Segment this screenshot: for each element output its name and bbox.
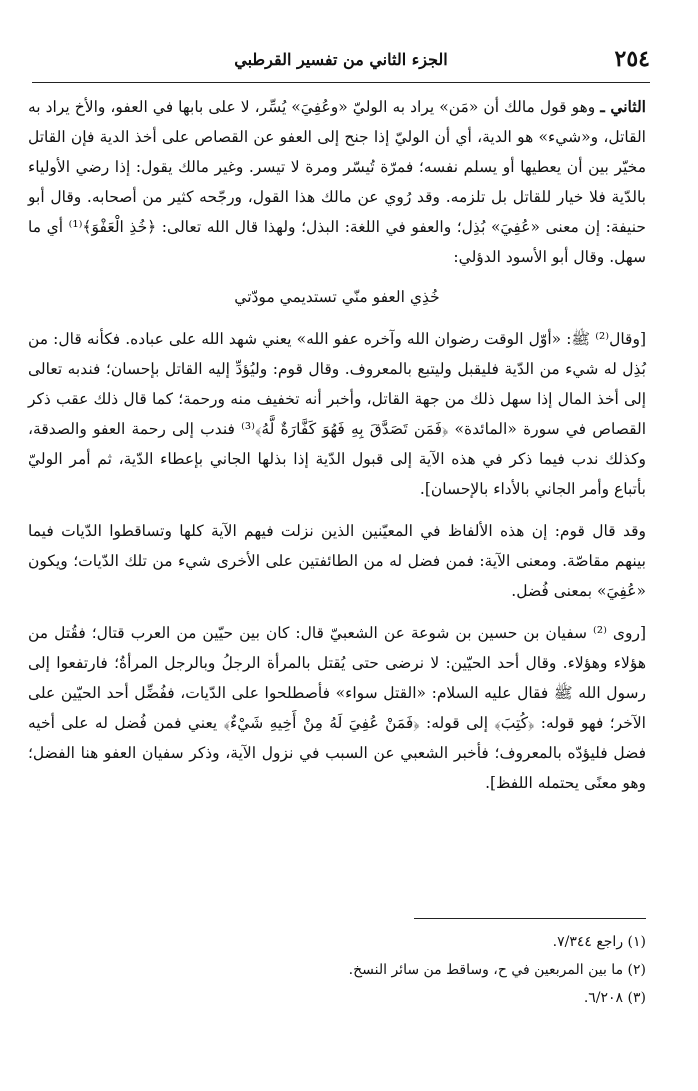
- page-number: ٢٥٤: [614, 46, 650, 72]
- running-title: الجزء الثاني من تفسير القرطبي: [234, 50, 448, 69]
- poetry-verse: خُذِي العفو منّي تستديمي مودّتي: [234, 288, 440, 306]
- footnotes: [28, 928, 646, 1012]
- page-header: [32, 42, 650, 83]
- paragraph-1-text: وهو قول مالك أن «مَن» يراد به الوليّ «وعُفِيَ» يُسِّر، لا على بابها في العفو، والأخ يراد به القاتل، و«شيء» هو الدية، أي أن الوليّ إذا جنح إلى العفو عن القصاص على أخذ الدية فإن القاتل مخيّر بين أن يعطيها أو يسلم نفسه؛ فمرّة تُيسّر ومرة لا تيسر. وغير مالك يقول: إذا رضي الأولياء بالدّية فلا خيار للقاتل بل تلزمه. وقد رُوي عن مالك هذا القول، ورجّحه كثير من أصحابه. وقال أبو حنيفة: إن معنى «عُفِيَ» بُذِل؛ والعفو في اللغة: البذل؛ ولهذا قال الله تعالى: ﴿خُذِ الْعَفْوَ﴾⁽¹⁾ أي ما سهل. وقال أبو الأسود الدؤلي:: [28, 98, 646, 266]
- footnote-divider: [414, 918, 646, 919]
- paragraph-3: وقد قال قوم: إن هذه الألفاظ في المعيّنين الذين نزلت فيهم الآية كلها وتساقطوا الدّيات فيما بينهم مقاصّة. ومعنى الآية: فمن فضل له من الطائفتين على الأخرى شيء من تلك الدّيات؛ ويكون «عُفِيَ» بمعنى فُضل.: [28, 522, 646, 600]
- footnote-3: (٣) ٦/٢٠٨.: [583, 990, 646, 1006]
- footnote-1: (١) راجع ٧/٣٤٤.: [552, 934, 646, 950]
- page-body: [28, 92, 646, 798]
- paragraph-1: [28, 92, 646, 272]
- paragraph-1-lead: الثاني ـ: [600, 97, 646, 116]
- footnote-2: (٢) ما بين المربعين في ح، وساقط من سائر النسخ.: [348, 962, 646, 978]
- paragraph-4: [روى ⁽²⁾ سفيان بن حسين بن شوعة عن الشعبيّ قال: كان بين حيّين من العرب قتال؛ فقُتل من هؤلاء وهؤلاء. وقال أحد الحيّين: لا نرضى حتى يُقتل بالمرأة الرجلُ وبالرجل المرأةُ؛ فارتفعوا إلى رسول الله ﷺ فقال عليه السلام: «القتل سواء» فأصطلحوا على الدّيات، ففُضِّل أحد الحيّين على الآخر؛ فهو قوله: ﴿كُتِبَ﴾ إلى قوله: ﴿فَمَنْ عُفِيَ لَهُ مِنْ أَخِيهِ شَيْءٌ﴾ يعني فمن فُضل له على أخيه فضل فليؤدّه بالمعروف؛ فأخبر الشعبي عن السبب في نزول الآية، وذكر سفيان العفو هنا الفضل؛ وهو معنًى يحتمله اللفظ].: [28, 624, 646, 792]
- paragraph-2: [وقال⁽²⁾ ﷺ: «أوّل الوقت رضوان الله وآخره عفو الله» يعني شهد الله على عباده. فكأنه قال: من بُذِل له شيء من الدّية فليقبل وليتبع بالمعروف. وقال قوم: وليُؤدِّ إليه القاتل بإحسان؛ فندبه تعالى إلى أخذ المال إذا سهل ذلك من جهة القاتل، وأخبر أنه تخفيف منه ورحمة؛ كما قال ذلك عقب ذكر القصاص في سورة «المائدة» ﴿فَمَن تَصَدَّقَ بِهِ فَهُوَ كَفَّارَةٌ لَّهُ﴾⁽³⁾ فندب إلى رحمة العفو والصدقة، وكذلك ندب فيما ذكر في هذه الآية إلى قبول الدّية إذا بذلها الجاني بإعطاء الدّية، ثم أمر الوليّ بأتباع وأمر الجاني بالأداء بالإحسان].: [28, 330, 647, 498]
